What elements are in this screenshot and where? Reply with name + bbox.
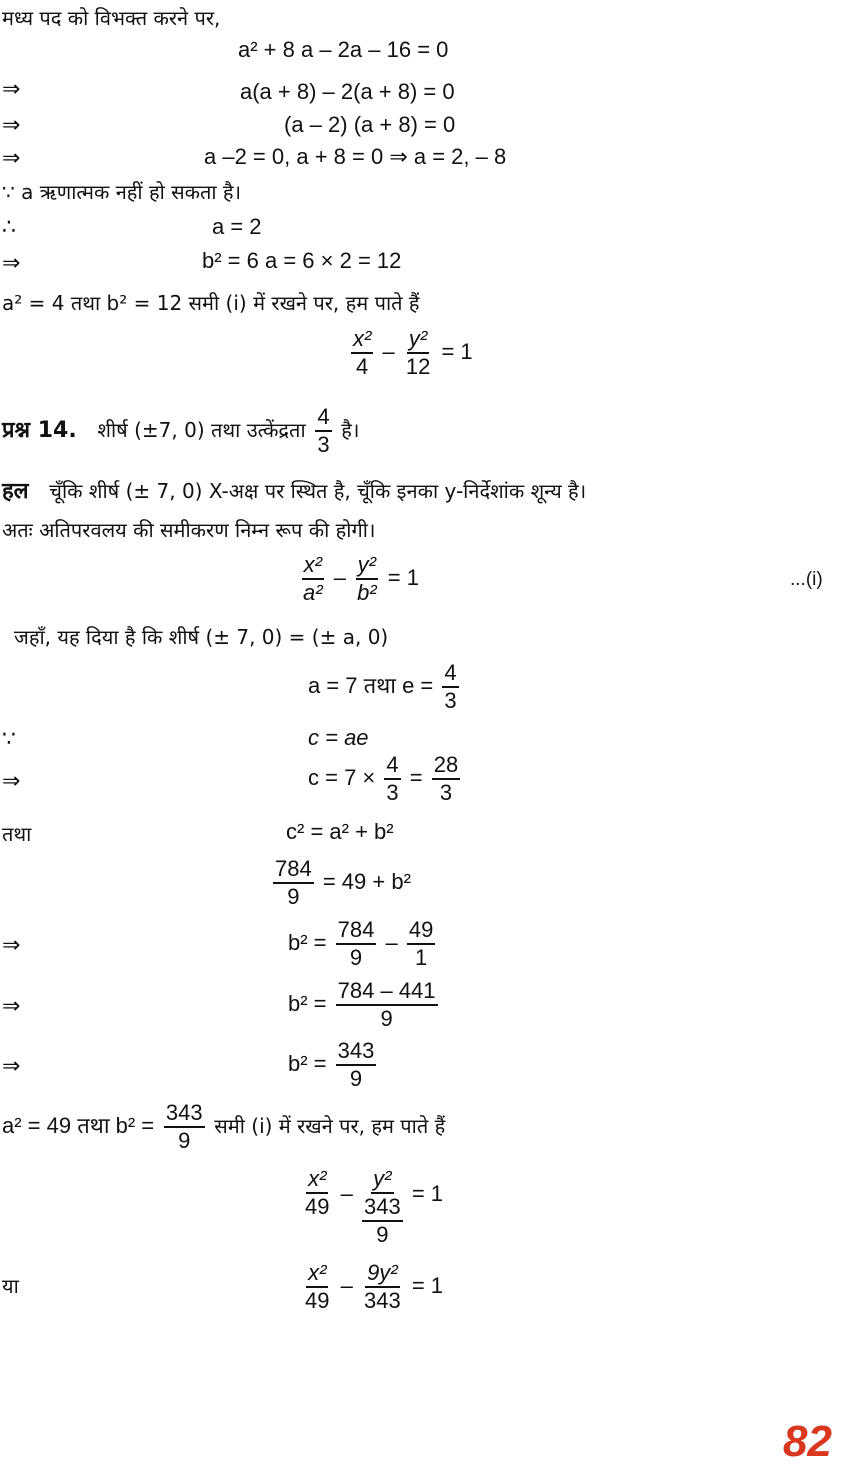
question-text: शीर्ष (±7, 0) तथा उत्केंद्रता: [97, 418, 306, 442]
fraction-numerator: x²: [351, 326, 373, 354]
fraction-numerator: x²: [302, 552, 324, 580]
question-label: प्रश्न 14.: [2, 418, 77, 443]
fraction-numerator: 4: [315, 404, 331, 432]
fraction-numerator: 784: [336, 917, 377, 945]
fraction-numerator: 343: [336, 1038, 377, 1066]
equation-form-text: अतः अतिपरवलय की समीकरण निम्न रूप की होगी।: [2, 518, 376, 542]
because-symbol: ∵: [2, 727, 16, 752]
equation-c-squared: c² = a² + b²: [286, 819, 394, 844]
fraction-numerator: 49: [407, 917, 435, 945]
equation-784-over-9: [270, 856, 411, 910]
fraction-denominator: 3: [444, 688, 457, 713]
values-text: a² = 49 तथा b² =: [2, 1113, 155, 1138]
implies-symbol: ⇒: [2, 77, 21, 102]
therefore-symbol: ∴: [2, 215, 16, 240]
a-e-text: a = 7 तथा e =: [308, 672, 434, 698]
or-label: या: [2, 1274, 19, 1298]
fraction-denominator: 9: [178, 1128, 191, 1153]
fraction-denominator: 9: [287, 884, 300, 909]
vertex-given-text: जहाँ, यह दिया है कि शीर्ष (± 7, 0) = (± a, 0): [14, 625, 389, 649]
implies-symbol: ⇒: [2, 1054, 21, 1079]
equation-factored: (a – 2) (a + 8) = 0: [284, 112, 456, 137]
fraction-numerator: 343: [164, 1100, 205, 1128]
solution-label: हल: [2, 479, 29, 504]
equation-expanded: a² + 8 a – 2a – 16 = 0: [238, 37, 449, 62]
hyperbola-equation-result: $\frac{\text{x²}}{4}$ – $\frac{\text{y²}}{12}$ = 1: [353, 326, 473, 379]
b-squared-text: b² =: [288, 990, 327, 1016]
fraction-numerator: x²: [306, 1166, 328, 1194]
b-squared-text: b² =: [288, 1050, 327, 1076]
equation-tail: = 1: [441, 338, 473, 364]
fraction-denominator: 9: [349, 945, 363, 970]
equation-tail: = 49 + b²: [322, 868, 411, 894]
equation-c-value: [308, 752, 463, 806]
equation-factor-step: a(a + 8) – 2(a + 8) = 0: [240, 79, 455, 104]
fraction-numerator: 784: [273, 856, 314, 884]
fraction-numerator: 9y²: [365, 1260, 400, 1288]
fraction-numerator: y²: [407, 326, 429, 354]
fraction-denominator: 9: [349, 1066, 363, 1091]
tatha-label: तथा: [2, 822, 32, 846]
implies-symbol: ⇒: [2, 146, 21, 171]
question-tail: है।: [341, 418, 360, 442]
fraction-denominator: b²: [357, 580, 377, 605]
substitution-text-2: [2, 1100, 445, 1154]
fraction-denominator: 49: [305, 1194, 330, 1219]
implies-symbol: ⇒: [2, 933, 21, 958]
solution-intro: [2, 477, 586, 506]
c-text: c = 7 ×: [308, 764, 376, 790]
equation-reference: ...(i): [790, 569, 823, 590]
fraction-denominator: 49: [305, 1288, 330, 1313]
hyperbola-final-equation: $\frac{\text{x²}}{49}$ – $\frac{\text{9y²}}{343}$ = 1: [305, 1260, 444, 1313]
fraction-denominator-bottom: 9: [376, 1222, 389, 1247]
substitution-tail: समी (i) में रखने पर, हम पाते हैं: [214, 1114, 446, 1138]
implies-symbol: ⇒: [2, 251, 21, 276]
equation-c-ae: c = ae: [308, 725, 369, 750]
hyperbola-standard-equation: $\frac{\text{x²}}{\text{a²}}$ – $\frac{\text{y²}}{\text{b²}}$ = 1: [303, 552, 419, 605]
equation-b-squared-final: [288, 1038, 379, 1092]
fraction-numerator: 4: [384, 752, 400, 780]
minus-sign: –: [385, 929, 398, 955]
fraction-denominator: 1: [414, 945, 428, 970]
equation-b-squared-combined: [288, 978, 441, 1032]
b-squared-text: b² =: [288, 929, 327, 955]
solution-text: चूँकि शीर्ष (± 7, 0) X-अक्ष पर स्थित है, चूँकि इनका y-निर्देशांक शून्य है।: [49, 479, 587, 503]
fraction-denominator-top: 343: [362, 1194, 403, 1222]
intro-text: मध्य पद को विभक्त करने पर,: [2, 6, 221, 30]
fraction-denominator: a²: [303, 580, 323, 605]
equals-sign: =: [409, 764, 423, 790]
substitution-text: a² = 4 तथा b² = 12 समी (i) में रखने पर, हम पाते हैं: [2, 291, 420, 315]
equation-a-value: a = 2: [212, 214, 262, 239]
equation-tail: = 1: [387, 564, 419, 590]
fraction-denominator: 3: [317, 432, 330, 457]
equation-b-squared-diff: [288, 917, 438, 971]
fraction-denominator: 4: [356, 354, 369, 379]
fraction-denominator: 12: [405, 354, 431, 379]
fraction-denominator: 343: [363, 1288, 401, 1313]
page-number: 82: [783, 1417, 832, 1466]
equation-tail: = 1: [411, 1181, 444, 1206]
fraction-numerator: y²: [356, 552, 378, 580]
implies-symbol: ⇒: [2, 113, 21, 138]
equation-roots: a –2 = 0, a + 8 = 0 ⇒ a = 2, – 8: [204, 144, 507, 169]
hyperbola-equation-nested: $\frac{\text{x²}}{49}$ – y² 343 9 = 1: [305, 1166, 444, 1247]
implies-symbol: ⇒: [2, 769, 21, 794]
a-e-values: [308, 660, 462, 714]
equation-b-squared: b² = 6 a = 6 × 2 = 12: [202, 248, 402, 273]
fraction-numerator: 784 – 441: [336, 978, 438, 1006]
fraction-denominator: 3: [386, 780, 399, 805]
question-14: [2, 404, 359, 458]
fraction-numerator: 28: [432, 752, 460, 780]
fraction-numerator: 4: [442, 660, 458, 688]
fraction-numerator: x²: [306, 1260, 328, 1288]
equation-tail: = 1: [411, 1272, 444, 1298]
implies-symbol: ⇒: [2, 994, 21, 1019]
fraction-numerator: y²: [371, 1166, 393, 1194]
fraction-denominator: 9: [380, 1006, 393, 1031]
fraction-denominator: 3: [439, 780, 453, 805]
negative-note: ∵ a ऋणात्मक नहीं हो सकता है।: [2, 180, 242, 204]
